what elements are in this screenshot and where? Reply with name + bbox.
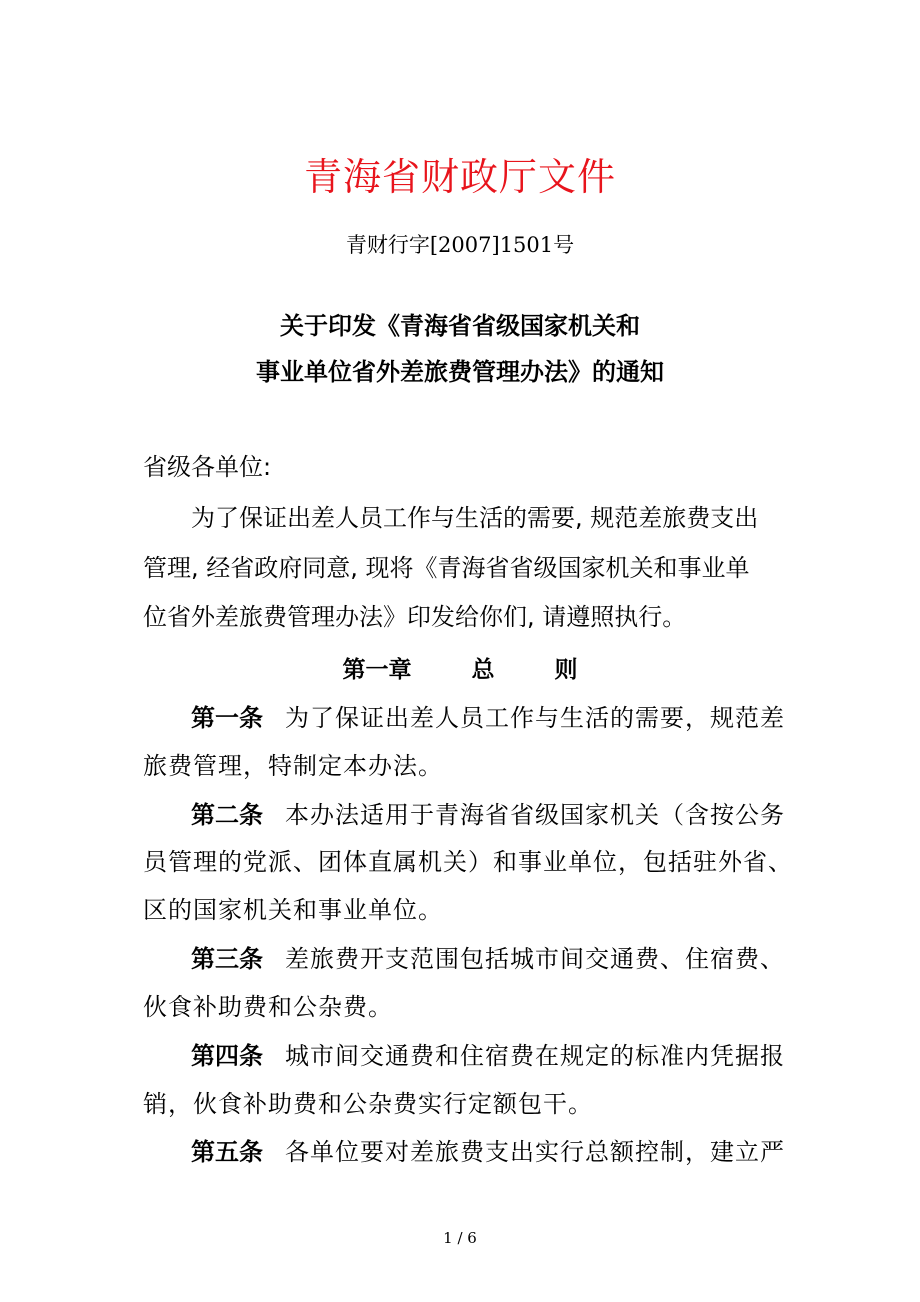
article-2-line-3: 区的国家机关和事业单位。 [143,896,443,924]
chapter-number: 第一章 [342,657,412,683]
article-text: 为了保证出差人员工作与生活的需要，规范差 [285,704,785,732]
article-text: 本办法适用于青海省省级国家机关（含按公务 [285,801,785,829]
intro-line-3: 位省外差旅费管理办法》印发给你们, 请遵照执行。 [143,603,687,631]
salutation: 省级各单位: [143,453,272,481]
chapter-heading [0,651,920,684]
chapter-word-2: 则 [554,657,578,683]
article-label: 第三条 [191,945,263,973]
article-label: 第一条 [191,704,263,732]
subject-line-1: 关于印发《青海省省级国家机关和 [280,312,640,340]
article-1 [191,698,785,733]
article-3-line-2: 伙食补助费和公杂费。 [143,993,393,1021]
article-4-line-2: 销，伙食补助费和公杂费实行定额包干。 [143,1090,593,1118]
article-2-line-2: 员管理的党派、团体直属机关）和事业单位，包括驻外省、 [143,848,793,876]
article-4 [191,1036,785,1071]
intro-line-1: 为了保证出差人员工作与生活的需要, 规范差旅费支出 [191,504,759,532]
intro-line-2: 管理, 经省政府同意, 现将《青海省省级国家机关和事业单 [143,554,750,582]
article-text: 城市间交通费和住宿费在规定的标准内凭据报 [285,1042,785,1070]
chapter-word-1: 总 [471,657,495,683]
article-3 [191,939,785,974]
page-indicator: 1 / 6 [443,1229,477,1247]
article-2 [191,795,785,830]
article-label: 第五条 [191,1138,263,1166]
article-label: 第二条 [191,801,263,829]
article-text: 各单位要对差旅费支出实行总额控制，建立严 [285,1138,785,1166]
article-text: 差旅费开支范围包括城市间交通费、住宿费、 [285,945,785,973]
article-label: 第四条 [191,1042,263,1070]
document-title: 青海省财政厅文件 [303,155,616,199]
subject-line-2: 事业单位省外差旅费管理办法》的通知 [256,358,664,386]
article-5 [191,1132,785,1167]
article-1-line-2: 旅费管理，特制定本办法。 [143,752,443,780]
document-number: 青财行字[2007]1501号 [345,233,575,257]
